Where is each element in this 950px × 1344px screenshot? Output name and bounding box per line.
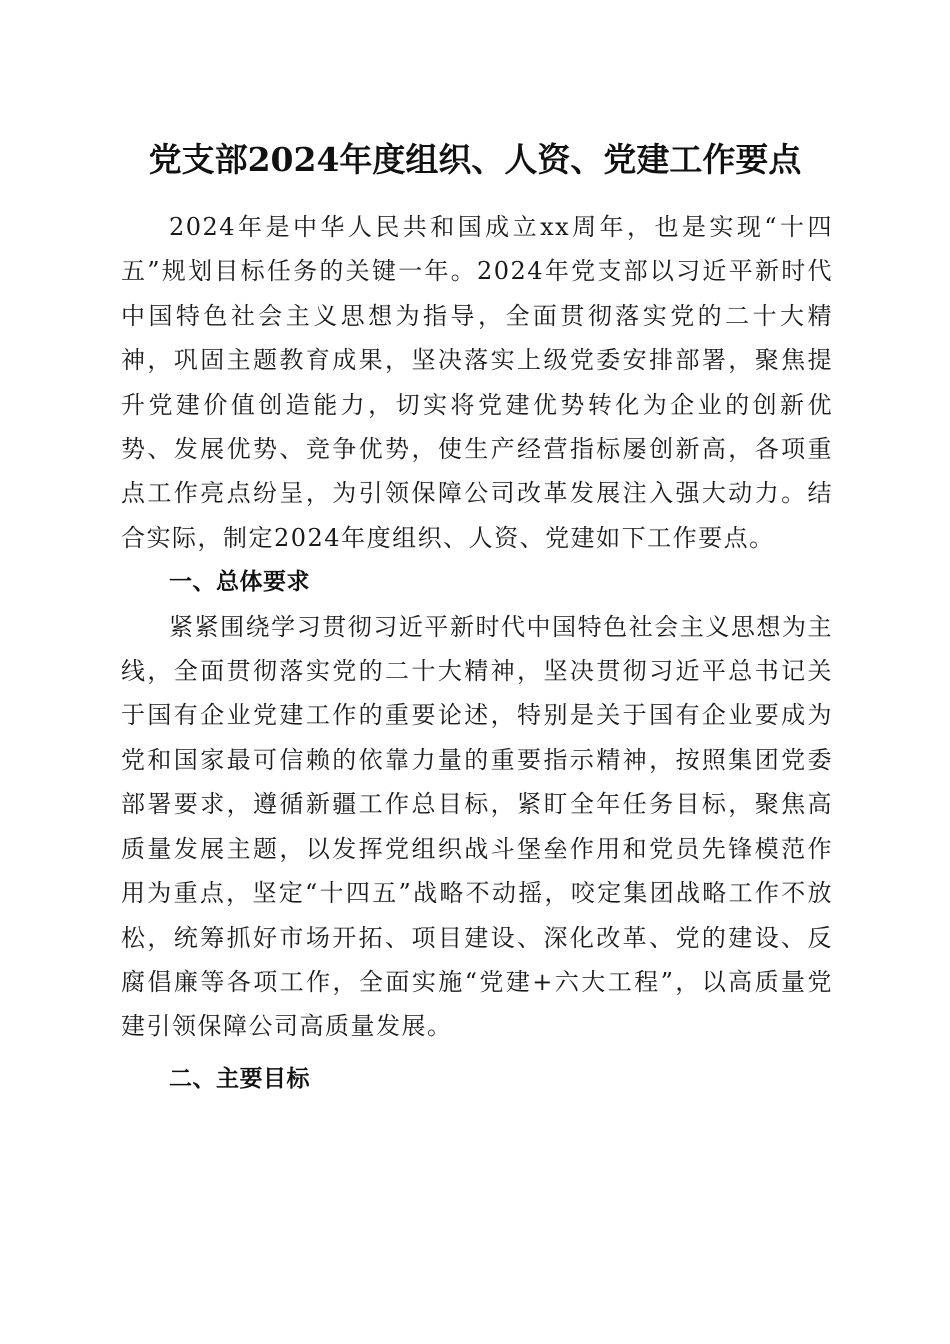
section-heading-main-goals: 二、主要目标 bbox=[169, 1065, 310, 1092]
section-heading-general-requirements: 一、总体要求 bbox=[169, 569, 310, 596]
section-paragraph-general-requirements: 紧紧围绕学习贯彻习近平新时代中国特色社会主义思想为主线，全面贯彻落实党的二十大精神，坚决贯彻习近平总书记关于国有企业党建工作的重要论述，特别是关于国有企业要成为党和国家最可信赖的依靠力量的重要指示精神，按照集团党委部署要求，遵循新疆工作总目标，紧盯全年任务目标，聚焦高质量发展主题，以发挥党组织战斗堡垒作用和党员先锋模范作用为重点，坚定“十四五”战略不动摇，咬定集团战略工作不放松，统筹抓好市场开拓、项目建设、深化改革、党的建设、反腐倡廉等各项工作，全面实施“党建+六大工程”，以高质量党建引领保障公司高质量发展。 bbox=[121, 612, 833, 1041]
intro-paragraph: 2024年是中华人民共和国成立xx周年，也是实现“十四五”规划目标任务的关键一年。2024年党支部以习近平新时代中国特色社会主义思想为指导，全面贯彻落实党的二十大精神，巩固主题教育成果，坚决落实上级党委安排部署，聚焦提升党建价值创造能力，切实将党建优势转化为企业的创新优势、发展优势、竞争优势，使生产经营指标屡创新高，各项重点工作亮点纷呈，为引领保障公司改革发展注入强大动力。结合实际，制定2024年度组织、人资、党建如下工作要点。 bbox=[121, 213, 833, 552]
document-title: 党支部2024年度组织、人资、党建工作要点 bbox=[148, 140, 802, 179]
document-body bbox=[121, 205, 833, 1101]
